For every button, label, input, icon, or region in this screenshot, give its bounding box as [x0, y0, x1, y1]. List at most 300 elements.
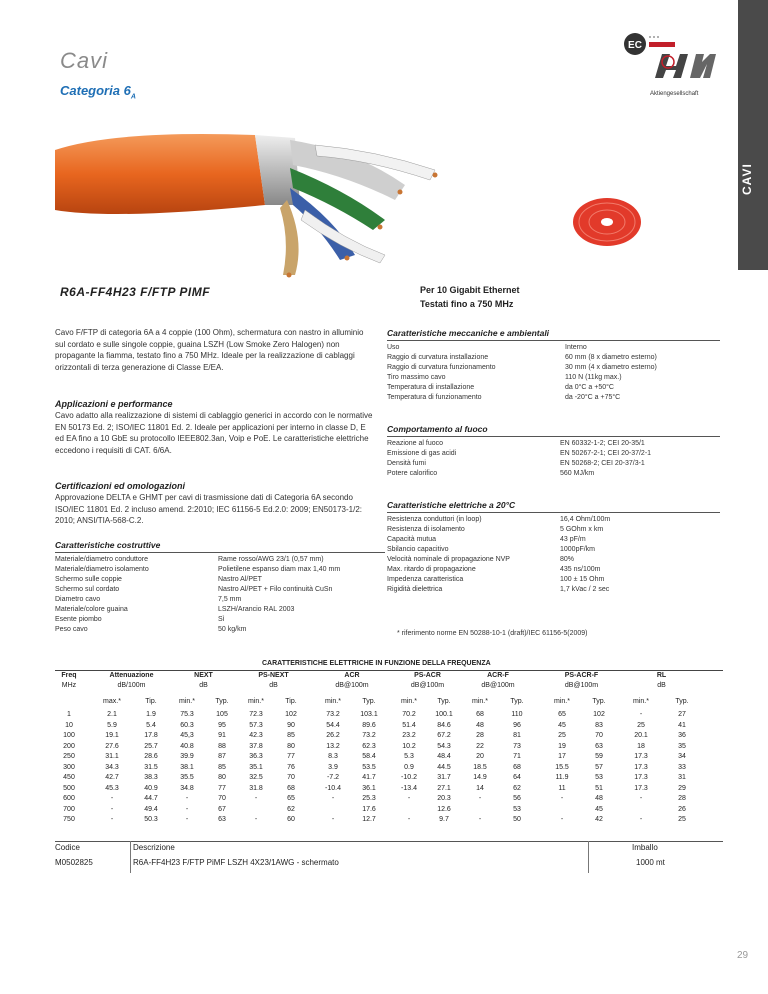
category-label: Categoria 6	[60, 83, 131, 98]
table-group-header: Attenuazione	[109, 672, 154, 679]
mechanical-section	[387, 328, 720, 403]
table-cell: 23.2	[402, 732, 416, 739]
table-cell: 19	[558, 742, 566, 750]
table-cell: 81	[513, 732, 521, 739]
table-cell: 73	[513, 742, 521, 750]
table-cell: 34.8	[180, 784, 194, 792]
table-group-unit: dB@100m	[410, 682, 445, 689]
table-cell: -	[185, 795, 189, 802]
table-cell: -	[110, 816, 114, 823]
table-cell: 42	[595, 816, 603, 823]
table-cell: 28	[476, 732, 484, 739]
table-cell: 60.3	[180, 721, 194, 729]
table-subheader: Typ.	[675, 698, 689, 705]
table-cell: 600	[63, 795, 75, 802]
table-cell: 84.6	[437, 721, 451, 729]
table-cell: 68	[476, 711, 484, 718]
spec-row	[387, 383, 720, 393]
spec-value: da 0°C a +50°C	[565, 384, 614, 391]
spec-key: Tiro massimo cavo	[387, 374, 446, 381]
table-cell: 25.3	[362, 795, 376, 802]
table-cell: 80	[287, 742, 295, 750]
spec-value: Sì	[218, 616, 225, 623]
table-cell: 73.2	[326, 711, 340, 718]
frequency-table-title: CARATTERISTICHE ELETTRICHE IN FUNZIONE DELLA FREQUENZA	[262, 660, 491, 667]
spec-value: 100 ± 15 Ohm	[560, 576, 605, 583]
table-cell: -	[110, 805, 114, 813]
footer-divider	[55, 841, 723, 842]
table-cell: 34.3	[105, 763, 119, 771]
spec-value: 16,4 Ohm/100m	[560, 516, 611, 523]
table-cell: 68	[513, 763, 521, 771]
table-cell: 64	[513, 774, 521, 781]
table-cell: 40.8	[180, 742, 194, 750]
table-subheader: Tip.	[285, 698, 297, 705]
table-cell: 45	[558, 721, 566, 729]
table-cell: -	[185, 816, 189, 823]
table-group-unit: dB@100m	[335, 682, 369, 689]
table-cell: 100.1	[435, 711, 453, 718]
table-group-header: PS-ACR-F	[564, 672, 599, 679]
table-cell: 18	[637, 742, 645, 750]
table-cell: -10.2	[401, 774, 417, 781]
spec-row	[55, 595, 385, 605]
packaging-label: Imballo	[632, 843, 658, 852]
spec-row	[387, 373, 720, 383]
table-cell: 17	[558, 753, 566, 760]
spec-value: 110 N (11kg max.)	[565, 374, 622, 381]
table-cell: 48.4	[437, 753, 451, 760]
table-cell: 44.5	[437, 763, 451, 771]
spec-row	[387, 439, 720, 449]
table-cell: 49.4	[144, 805, 158, 813]
spec-row	[55, 565, 385, 575]
table-cell: 36	[678, 732, 686, 739]
table-cell: 100	[63, 732, 75, 739]
table-subheader: min.*	[401, 698, 417, 705]
spec-key: Materiale/diametro isolamento	[55, 566, 149, 573]
table-subheader: min.*	[633, 698, 649, 705]
table-cell: 80	[218, 774, 226, 781]
spec-row	[55, 625, 385, 635]
table-group-unit: dB@100m	[564, 682, 599, 689]
table-cell: -	[331, 795, 335, 802]
table-cell: 8.3	[328, 753, 338, 760]
spec-key: Raggio di curvatura installazione	[387, 354, 489, 361]
spec-key: Raggio di curvatura funzionamento	[387, 364, 496, 371]
spec-key: Rigidità dielettrica	[387, 586, 443, 593]
table-cell: 17.3	[634, 784, 648, 792]
spec-key: Emissione di gas acidi	[387, 450, 457, 457]
table-subheader: Typ.	[437, 698, 451, 705]
table-cell: 11	[558, 784, 566, 792]
fire-heading: Comportamento al fuoco	[387, 424, 720, 437]
table-cell: 250	[63, 753, 75, 760]
table-cell: 72.3	[249, 711, 263, 718]
table-cell: 38.3	[144, 774, 158, 781]
table-cell: 19.1	[105, 732, 119, 739]
spec-value: 60 mm (8 x diametro esterno)	[565, 354, 657, 361]
table-cell: 17.3	[634, 774, 648, 781]
table-cell: 65	[287, 795, 295, 802]
table-cell: 31.5	[144, 763, 158, 771]
spec-row	[387, 525, 720, 535]
table-cell: 65	[558, 711, 566, 718]
table-cell: 57.3	[249, 721, 263, 729]
table-subheader: min.*	[248, 698, 264, 705]
table-cell: 1	[67, 711, 71, 718]
table-cell: 5.9	[107, 721, 117, 729]
packaging-value: 1000 mt	[636, 858, 665, 867]
table-cell: 41.7	[362, 774, 376, 781]
table-cell: 39.9	[180, 753, 194, 760]
spec-row	[55, 555, 385, 565]
table-cell: 88	[218, 742, 226, 750]
ec-logo-text: EC	[628, 40, 642, 51]
table-cell: 27.1	[437, 784, 451, 792]
fire-rows	[387, 439, 720, 479]
spec-value: EN 50268-2; CEI 20-37/3-1	[560, 460, 645, 467]
table-cell: 11.9	[555, 774, 569, 781]
table-cell: -	[185, 805, 189, 813]
table-cell: 77	[218, 784, 226, 792]
electrical-heading: Caratteristiche elettriche a 20°C	[387, 500, 720, 513]
spec-value: 7,5 mm	[218, 596, 242, 603]
code-label: Codice	[55, 843, 80, 852]
table-subheader: Typ.	[215, 698, 229, 705]
table-cell: 83	[595, 721, 603, 729]
table-cell: 102	[593, 711, 605, 718]
table-cell: 70	[287, 774, 295, 781]
ghmt-logo	[650, 48, 720, 100]
table-cell: 70.2	[402, 711, 416, 718]
table-cell: 73.2	[362, 732, 376, 739]
spec-key: Peso cavo	[55, 626, 88, 633]
table-group-unit: dB@100m	[481, 682, 515, 689]
table-group-unit: MHz	[61, 682, 77, 689]
table-cell: 59	[595, 753, 603, 760]
table-cell: 48	[476, 721, 484, 729]
table-cell: -	[407, 795, 411, 802]
table-cell: 37.8	[249, 742, 263, 750]
table-cell: 45,3	[180, 732, 194, 739]
table-cell: 62.3	[362, 742, 376, 750]
table-cell: 10	[65, 721, 73, 729]
table-cell: 27	[678, 711, 686, 718]
table-cell: 300	[63, 763, 75, 771]
spec-value: Nastro Al/PET	[218, 576, 262, 583]
category-sub: A	[130, 93, 136, 101]
table-cell: 75.3	[180, 711, 194, 718]
table-cell: 68	[287, 784, 295, 792]
table-cell: 31.8	[249, 784, 263, 792]
table-cell: 26	[678, 805, 686, 813]
table-cell: -	[254, 816, 258, 823]
spec-row	[55, 585, 385, 595]
table-cell: 0.9	[404, 763, 414, 771]
electrical-rows	[387, 515, 720, 595]
table-cell: 42.3	[249, 732, 263, 739]
electrical-section	[387, 500, 720, 595]
table-cell: 20.3	[437, 795, 451, 802]
table-cell: 26.2	[326, 732, 340, 739]
table-cell: 17.6	[362, 805, 376, 813]
table-group-unit: dB	[269, 682, 278, 689]
table-cell: 35.1	[249, 763, 263, 771]
table-cell: 31	[678, 774, 686, 781]
table-cell: 17.3	[634, 763, 648, 771]
table-cell: 36.3	[249, 753, 263, 760]
table-cell: 105	[216, 711, 228, 718]
spec-value: Polietilene espanso diam max 1,40 mm	[218, 566, 341, 573]
product-name: R6A-FF4H23 F/FTP PIMF	[60, 285, 211, 299]
constructive-section	[55, 540, 385, 635]
table-subheader: Typ.	[362, 698, 376, 705]
description-value: R6A-FF4H23 F/FTP PiMF LSZH 4X23/1AWG - schermato	[133, 858, 339, 867]
spec-row	[55, 605, 385, 615]
frequency-table	[55, 670, 723, 823]
spec-row	[387, 393, 720, 403]
spec-value: 1,7 kVac / 2 sec	[560, 586, 610, 593]
table-cell: 50	[513, 816, 521, 823]
spec-row	[55, 575, 385, 585]
table-cell: 450	[63, 774, 75, 781]
table-cell: 22	[476, 742, 484, 750]
table-cell: 2.1	[107, 711, 117, 718]
constructive-rows	[55, 555, 385, 635]
spec-key: Schermo sul cordato	[55, 586, 120, 593]
spec-value: 50 kg/km	[218, 626, 247, 633]
spec-value: Rame rosso/AWG 23/1 (0,57 mm)	[218, 556, 324, 563]
table-group-unit: dB/100m	[117, 682, 146, 689]
table-cell: 51	[595, 784, 603, 792]
certifications-text: Approvazione DELTA e GHMT per cavi di trasmissione dati di Categoria 6A secondo ISO/IEC 11801 Ed. 2 incluso amend. 2:2010; IEC 61156-5 Ed.2.0: 2009; EN50173-1/2: 2010; ANSI/TIA-568-C.2.	[55, 493, 363, 525]
table-cell: 31.7	[437, 774, 451, 781]
spec-value: EN 50267-2-1; CEI 20-37/2-1	[560, 450, 652, 457]
table-cell: 33	[678, 763, 686, 771]
table-cell: 42.7	[105, 774, 119, 781]
spec-key: Esente piombo	[55, 616, 102, 623]
spec-row	[387, 363, 720, 373]
table-cell: 12.6	[437, 805, 451, 813]
spec-row	[387, 469, 720, 479]
table-cell: 40.9	[144, 784, 158, 792]
table-cell: 51.4	[402, 721, 416, 729]
table-cell: 85	[218, 763, 226, 771]
mechanical-heading: Caratteristiche meccaniche e ambientali	[387, 328, 720, 341]
code-value: M0502825	[55, 858, 93, 867]
table-cell: 85	[287, 732, 295, 739]
table-cell: 3.9	[328, 763, 338, 771]
table-cell: 53.5	[362, 763, 376, 771]
spec-key: Sbilancio capacitivo	[387, 546, 449, 553]
spec-value: Interno	[565, 344, 587, 351]
spec-key: Temperatura di installazione	[387, 384, 475, 391]
spec-row	[387, 353, 720, 363]
applications-text: Cavo adatto alla realizzazione di sistemi di cablaggio generici in accordo con le normative EN 50173 Ed. 2; ISO/IEC 11801 Ed. 2. Ideale per applicazioni per interno in classe D, E ed EA fino a 10 GbE su protocollo IEEE802.3an, Voip e PoE. Le caratteristiche elettriche eccedono i requisiti di CAT. 6/6A.	[55, 411, 373, 455]
table-group-unit: dB	[199, 682, 208, 689]
product-tagline	[420, 283, 520, 311]
table-subheader: min.*	[472, 698, 488, 705]
table-cell: 20.1	[634, 732, 648, 739]
table-cell: 28.6	[144, 753, 158, 760]
table-cell: 53	[595, 774, 603, 781]
spec-key: Densità fumi	[387, 460, 426, 467]
table-cell: 18.5	[473, 763, 487, 771]
description-label: Descrizione	[133, 843, 175, 852]
table-cell: 63	[595, 742, 603, 750]
section-side-tab	[738, 0, 768, 270]
table-cell: 200	[63, 742, 75, 750]
table-cell: -	[560, 795, 564, 802]
table-cell: -	[639, 795, 643, 802]
mechanical-rows	[387, 343, 720, 403]
table-cell: 27.6	[105, 742, 119, 750]
table-cell: 77	[287, 753, 295, 760]
table-cell: 14.9	[473, 774, 487, 781]
table-subheader: max.*	[103, 698, 121, 705]
table-cell: 1.9	[146, 711, 156, 718]
table-group-header: PS-ACR	[414, 672, 441, 679]
table-cell: 53	[513, 805, 521, 813]
category-title	[60, 83, 136, 101]
table-cell: 60	[287, 816, 295, 823]
table-cell: -10.4	[325, 784, 341, 792]
table-cell: -	[331, 816, 335, 823]
table-cell: -	[560, 816, 564, 823]
table-cell: 70	[218, 795, 226, 802]
spec-value: da -20°C a +75°C	[565, 394, 621, 401]
table-cell: 54.4	[326, 721, 340, 729]
table-group-header: RL	[656, 672, 667, 679]
table-cell: -	[110, 795, 114, 802]
constructive-heading: Caratteristiche costruttive	[55, 540, 385, 553]
table-cell: 67.2	[437, 732, 451, 739]
table-cell: 50.3	[144, 816, 158, 823]
table-subheader: min.*	[179, 698, 195, 705]
spec-key: Diametro cavo	[55, 596, 101, 603]
spec-key: Potere calorifico	[387, 470, 438, 477]
spec-key: Temperatura di funzionamento	[387, 394, 482, 401]
table-cell: 76	[287, 763, 295, 771]
table-cell: 700	[63, 805, 75, 813]
table-cell: 62	[513, 784, 521, 792]
spec-key: Resistenza conduttori (in loop)	[387, 516, 482, 523]
cable-image	[55, 110, 455, 285]
table-group-header: Freq	[61, 672, 77, 679]
table-cell: 25	[637, 721, 645, 729]
table-cell: 67	[218, 805, 226, 813]
table-cell: 9.7	[439, 816, 449, 823]
footer-column-divider	[588, 841, 589, 873]
table-cell: 95	[218, 721, 226, 729]
table-cell: 35.5	[180, 774, 194, 781]
table-cell: -	[478, 795, 482, 802]
table-cell: 25	[678, 816, 686, 823]
table-cell: 45	[595, 805, 603, 813]
table-group-header: ACR-F	[487, 672, 509, 679]
spec-value: Nastro Al/PET + Filo continuità CuSn	[218, 586, 333, 593]
spec-row	[387, 449, 720, 459]
table-cell: 62	[287, 805, 295, 813]
spec-key: Schermo sulle coppie	[55, 576, 122, 583]
table-cell: 17.3	[634, 753, 648, 760]
table-subheader: Typ.	[592, 698, 606, 705]
spec-value: 5 GOhm x km	[560, 526, 604, 533]
table-cell: 28	[678, 795, 686, 802]
spec-row	[387, 545, 720, 555]
table-cell: 17.8	[144, 732, 158, 739]
table-cell: -	[254, 795, 258, 802]
table-cell: 34	[678, 753, 686, 760]
fire-section	[387, 424, 720, 479]
spec-row	[387, 515, 720, 525]
table-cell: 54.3	[437, 742, 451, 750]
table-cell: 71	[513, 753, 521, 760]
table-cell: 13.2	[326, 742, 340, 750]
table-cell: -	[639, 711, 643, 718]
table-cell: 110	[511, 711, 523, 718]
table-cell: 63	[218, 816, 226, 823]
table-cell: 102	[285, 711, 297, 718]
table-cell: 91	[218, 732, 226, 739]
table-cell: 48	[595, 795, 603, 802]
table-cell: 90	[287, 721, 295, 729]
spec-value: LSZH/Arancio RAL 2003	[218, 606, 295, 613]
spec-value: 30 mm (4 x diametro esterno)	[565, 364, 657, 371]
table-cell: 5.3	[404, 753, 414, 760]
table-subheader: min.*	[554, 698, 570, 705]
spec-key: Capacità mutua	[387, 536, 437, 543]
spec-value: 43 pF/m	[560, 536, 586, 543]
cable-reel-image	[570, 195, 645, 250]
spec-key: Max. ritardo di propagazione	[387, 566, 476, 573]
spec-key: Reazione al fuoco	[387, 440, 444, 447]
table-cell: 12.7	[362, 816, 376, 823]
spec-row	[55, 615, 385, 625]
table-cell: 750	[63, 816, 75, 823]
table-cell: 45.3	[105, 784, 119, 792]
table-cell: 25.7	[144, 742, 158, 750]
table-cell: 57	[595, 763, 603, 771]
table-group-header: ACR	[344, 672, 360, 679]
spec-value: 80%	[560, 556, 575, 563]
table-cell: 41	[678, 721, 686, 729]
table-cell: -	[407, 816, 411, 823]
table-cell: 14	[476, 784, 484, 792]
table-cell: 87	[218, 753, 226, 760]
spec-value: 560 MJ/km	[560, 470, 595, 477]
table-cell: 96	[513, 721, 521, 729]
page-title: Cavi	[60, 48, 109, 73]
certifications-heading: Certificazioni ed omologazioni	[55, 481, 186, 491]
tagline-line-2: Testati fino a 750 MHz	[420, 299, 514, 309]
ghmt-logo-text: Aktiengesellschaft	[650, 91, 699, 97]
standards-note: * riferimento norme EN 50288-10-1 (draft)/IEC 61156-5(2009)	[397, 630, 588, 637]
table-cell: -13.4	[401, 784, 417, 792]
applications-heading: Applicazioni e performance	[55, 399, 173, 409]
spec-value: 1000pF/km	[560, 546, 596, 553]
tagline-line-1: Per 10 Gigabit Ethernet	[420, 285, 520, 295]
spec-row	[387, 535, 720, 545]
spec-key: Velocità nominale di propagazione NVP	[387, 556, 510, 563]
table-subheader: Tip.	[145, 698, 157, 705]
spec-key: Resistenza di isolamento	[387, 526, 465, 533]
spec-row	[387, 555, 720, 565]
table-cell: 29	[678, 784, 686, 792]
spec-key: Materiale/colore guaina	[55, 606, 128, 613]
table-subheader: min.*	[325, 698, 341, 705]
